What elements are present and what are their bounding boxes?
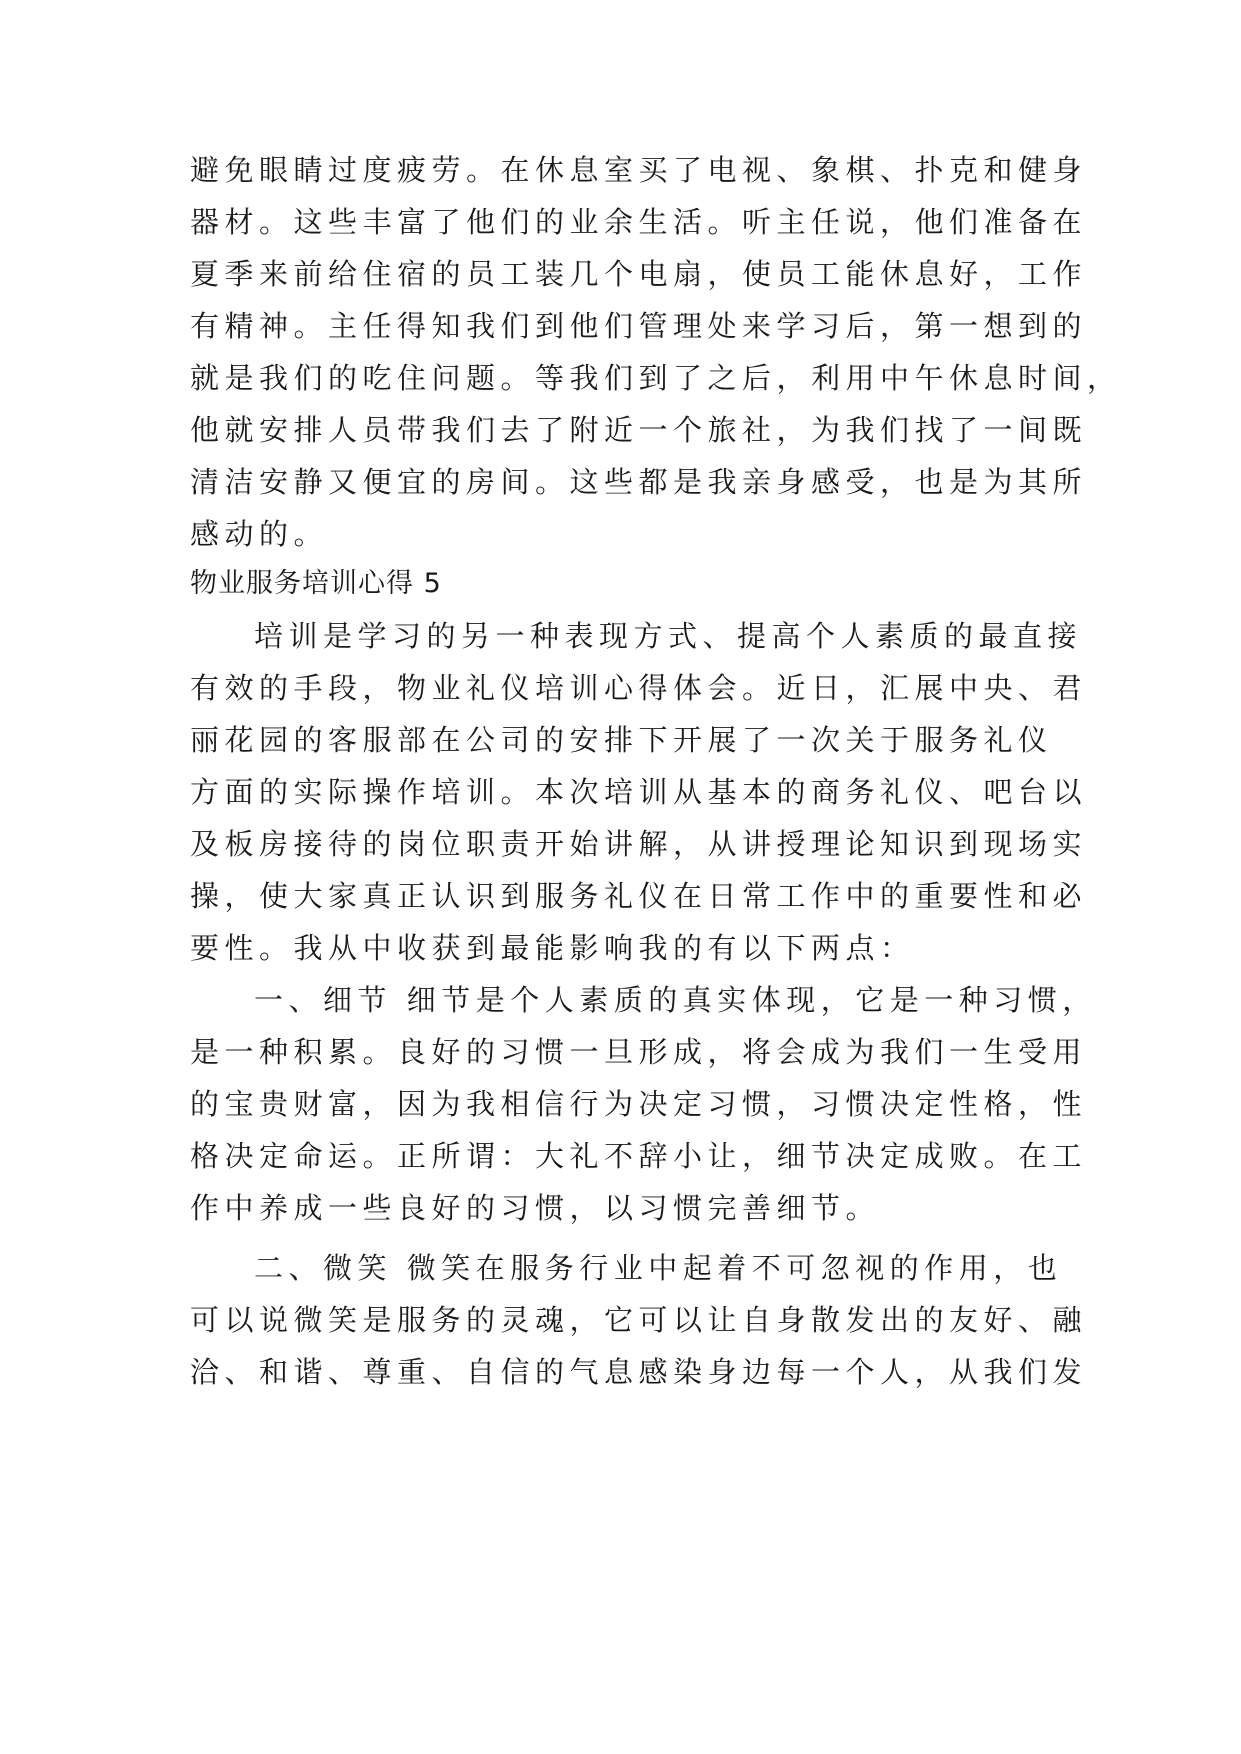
text-line: 丽花园的客服部在公司的安排下开展了一次关于服务礼仪: [190, 723, 1053, 757]
text-line: 有效的手段，物业礼仪培训心得体会。近日，汇展中央、君: [190, 671, 1088, 705]
text-line: 可以说微笑是服务的灵魂，它可以让自身散发出的友好、融: [190, 1303, 1088, 1337]
text-line: 器材。这些丰富了他们的业余生活。听主任说，他们准备在: [190, 205, 1088, 239]
text-line: 格决定命运。正所谓：大礼不辞小让，细节决定成败。在工: [190, 1139, 1088, 1173]
text-line: 作中养成一些良好的习惯，以习惯完善细节。: [190, 1191, 881, 1225]
text-line: 感动的。: [190, 517, 329, 551]
text-line: 他就安排人员带我们去了附近一个旅社，为我们找了一间既: [190, 413, 1088, 447]
text-line: 避免眼睛过度疲劳。在休息室买了电视、象棋、扑克和健身: [190, 153, 1088, 187]
text-line: 夏季来前给住宿的员工装几个电扇，使员工能休息好，工作: [190, 257, 1088, 291]
text-line: 二、微笑 微笑在服务行业中起着不可忽视的作用，也: [254, 1251, 1063, 1285]
text-line: 就是我们的吃住问题。等我们到了之后，利用中午休息时间，: [190, 361, 1122, 395]
text-line: 培训是学习的另一种表现方式、提高个人素质的最直接: [254, 619, 1083, 653]
section-title: 物业服务培训心得 5: [190, 568, 442, 599]
text-line: 操，使大家真正认识到服务礼仪在日常工作中的重要性和必: [190, 879, 1088, 913]
text-line: 洽、和谐、尊重、自信的气息感染身边每一个人，从我们发: [190, 1355, 1088, 1389]
text-line: 清洁安静又便宜的房间。这些都是我亲身感受，也是为其所: [190, 465, 1088, 499]
text-line: 要性。我从中收获到最能影响我的有以下两点：: [190, 931, 915, 965]
text-line: 的宝贵财富，因为我相信行为决定习惯，习惯决定性格，性: [190, 1087, 1088, 1121]
text-line: 一、细节 细节是个人素质的真实体现，它是一种习惯，: [254, 983, 1097, 1017]
text-line: 有精神。主任得知我们到他们管理处来学习后，第一想到的: [190, 309, 1088, 343]
text-line: 方面的实际操作培训。本次培训从基本的商务礼仪、吧台以: [190, 775, 1088, 809]
text-line: 是一种积累。良好的习惯一旦形成，将会成为我们一生受用: [190, 1035, 1088, 1069]
text-line: 及板房接待的岗位职责开始讲解，从讲授理论知识到现场实: [190, 827, 1088, 861]
